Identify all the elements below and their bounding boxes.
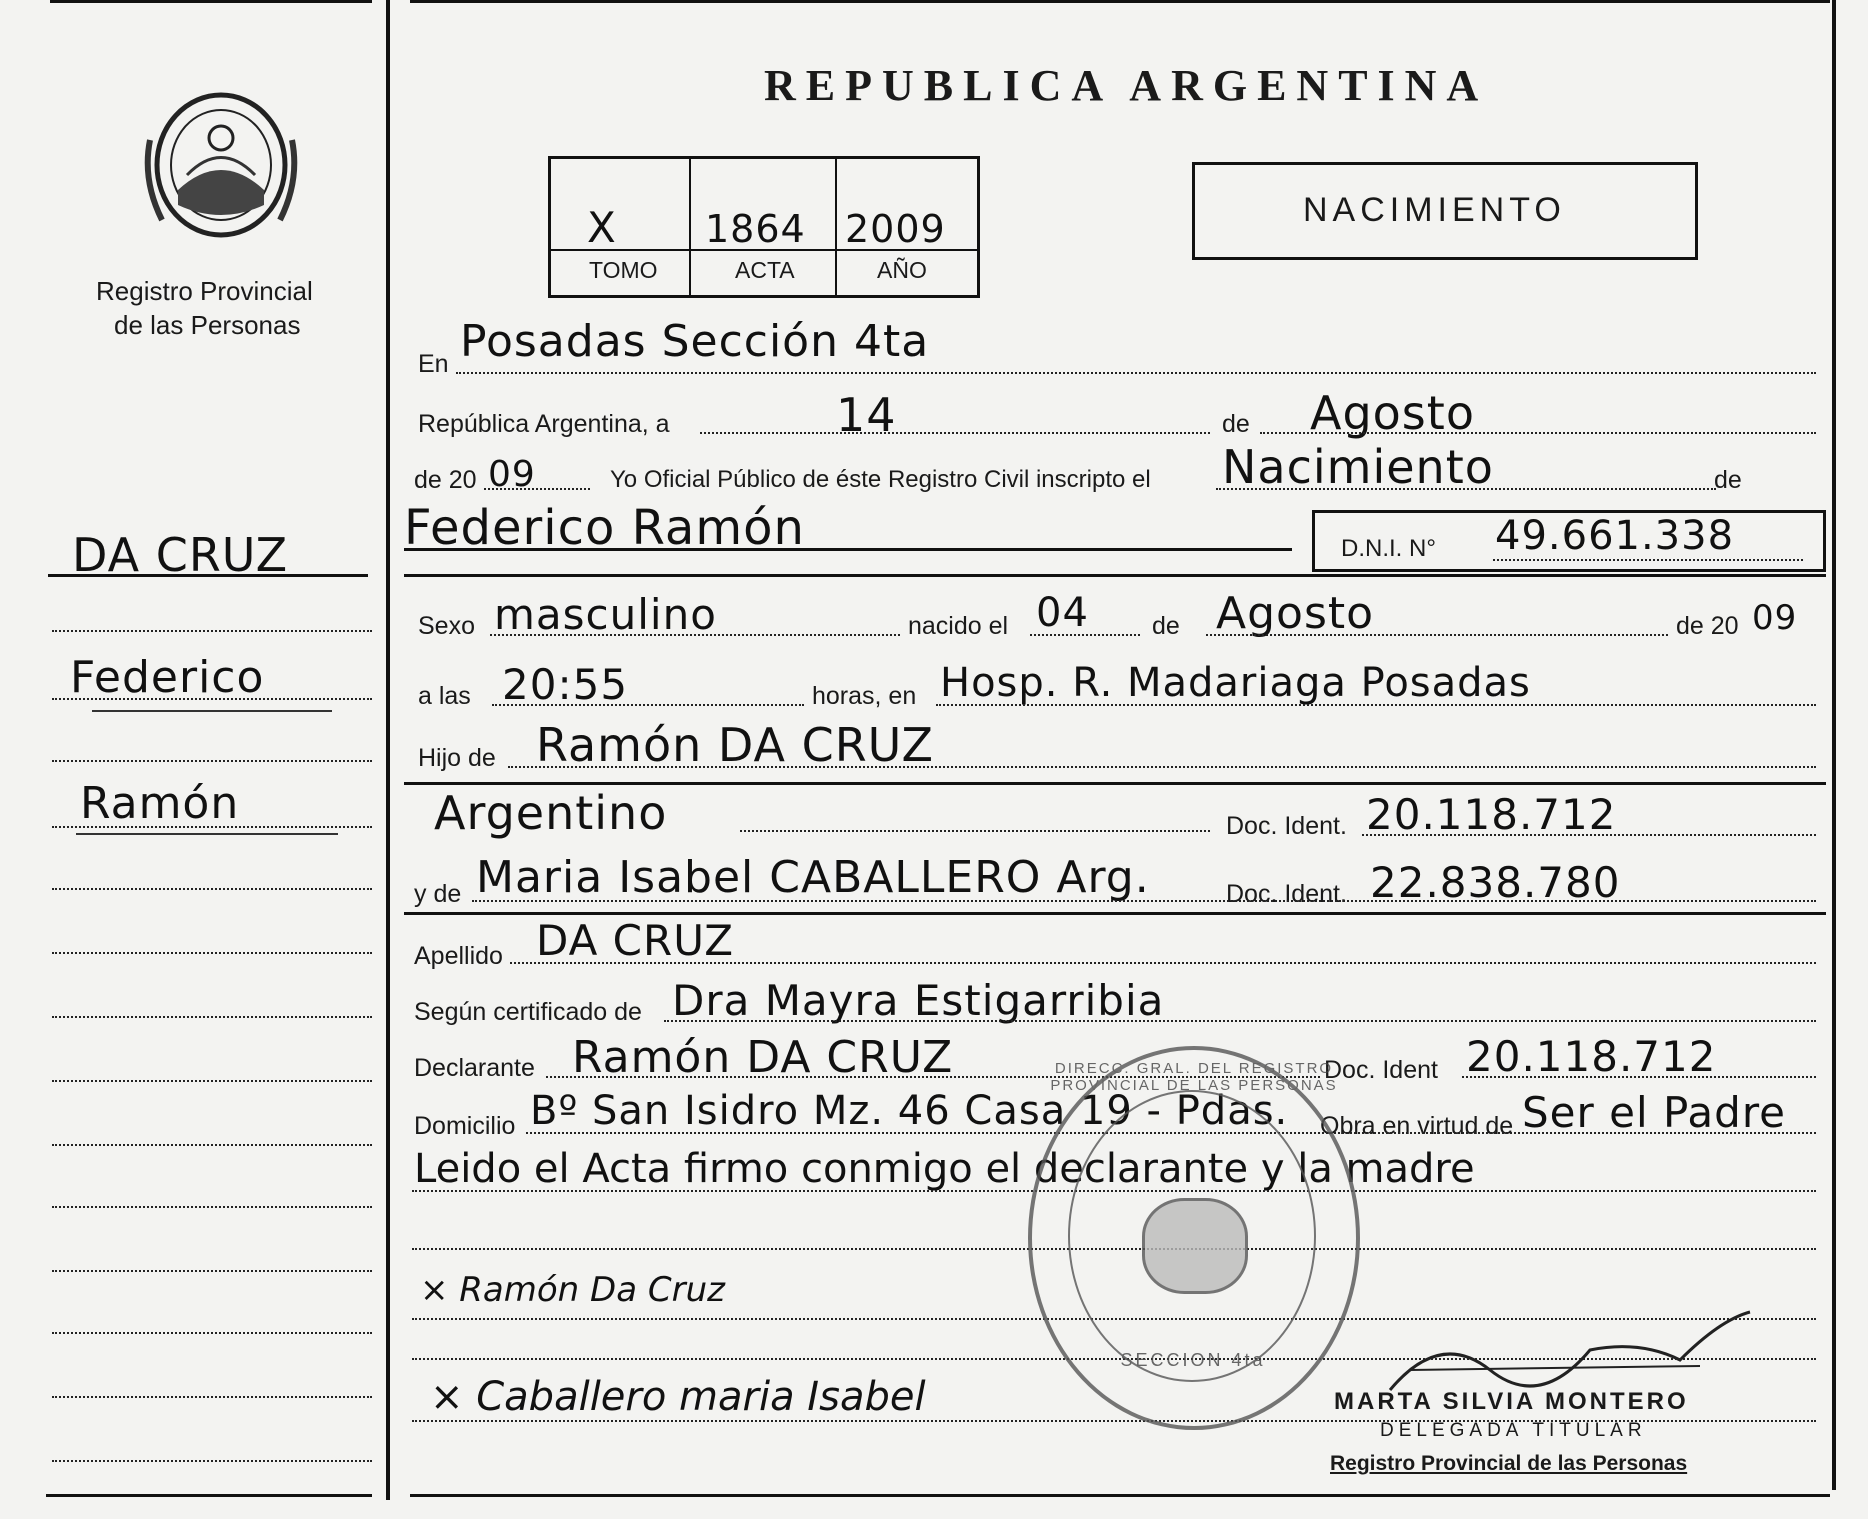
declarante-doc-dotted-line bbox=[1462, 1076, 1816, 1078]
official-signature-icon bbox=[1380, 1310, 1770, 1400]
declarante-doc-value: 20.118.712 bbox=[1466, 1032, 1717, 1081]
anio-value: 2009 bbox=[845, 207, 946, 251]
sexo-label: Sexo bbox=[418, 612, 475, 640]
month-dotted-line bbox=[1260, 432, 1816, 434]
sexo-dotted-line bbox=[490, 634, 900, 636]
alas-label: a las bbox=[418, 682, 471, 710]
registry-stamp bbox=[1028, 1046, 1360, 1430]
doc-ident-label-3: Doc. Ident bbox=[1324, 1056, 1438, 1084]
father-nationality: Argentino bbox=[434, 786, 668, 840]
registry-title-line1: Registro Provincial bbox=[96, 276, 313, 306]
time-value: 20:55 bbox=[502, 660, 629, 709]
en-dotted-line bbox=[456, 372, 1816, 374]
en-value: Posadas Sección 4ta bbox=[460, 316, 930, 367]
birth-day-dotted-line bbox=[1030, 634, 1140, 636]
right-border-line bbox=[1832, 0, 1836, 1490]
sidebar-rule-1 bbox=[48, 574, 368, 577]
segun-label: Según certificado de bbox=[414, 998, 642, 1026]
father-nat-dotted-line bbox=[740, 830, 1210, 832]
inscribed-value: Nacimiento bbox=[1222, 440, 1494, 494]
birth-year-value: 09 bbox=[1752, 598, 1798, 638]
de-label-3: de bbox=[1152, 612, 1180, 640]
mother-doc-value: 22.838.780 bbox=[1370, 858, 1621, 907]
sidebar-middle-name: Ramón bbox=[80, 778, 240, 829]
registry-title-line2: de las Personas bbox=[114, 310, 301, 340]
sidebar-dotted-line bbox=[52, 1332, 372, 1334]
birth-year-prefix: de 20 bbox=[1676, 612, 1739, 640]
stamp-text: DIRECC. GRAL. DEL REGISTRO PROVINCIAL DE LAS PERSONAS bbox=[1050, 1060, 1338, 1094]
father-dotted-line bbox=[508, 766, 1816, 768]
sidebar-dotted-line bbox=[52, 1396, 372, 1398]
place-value: Hosp. R. Madariaga Posadas bbox=[940, 660, 1531, 706]
day-value: 14 bbox=[836, 388, 897, 442]
dni-label: D.N.I. N° bbox=[1341, 535, 1436, 562]
nacido-label: nacido el bbox=[908, 612, 1009, 640]
leido-text: Leido el Acta firmo conmigo el declarante y la madre bbox=[414, 1146, 1475, 1192]
birth-month-value: Agosto bbox=[1216, 588, 1375, 639]
apellido-dotted-line bbox=[510, 962, 1816, 964]
domicilio-label: Domicilio bbox=[414, 1112, 516, 1140]
father-doc-dotted-line bbox=[1362, 834, 1816, 836]
sidebar-underline-2 bbox=[76, 833, 338, 835]
oficial-label: Yo Oficial Público de éste Registro Civil inscripto el bbox=[610, 466, 1151, 493]
apellido-value: DA CRUZ bbox=[536, 916, 734, 965]
declarante-value: Ramón DA CRUZ bbox=[572, 1032, 954, 1083]
sidebar-bottom-rule bbox=[46, 1494, 372, 1497]
republica-label: República Argentina, a bbox=[418, 410, 670, 438]
en-label: En bbox=[418, 350, 449, 378]
apellido-label: Apellido bbox=[414, 942, 503, 970]
inscribed-dotted-line bbox=[1216, 488, 1716, 490]
de-label: de bbox=[1222, 410, 1250, 438]
father-doc-value: 20.118.712 bbox=[1366, 790, 1617, 839]
sidebar-dotted-line bbox=[52, 826, 372, 828]
name-value: Federico Ramón bbox=[404, 500, 805, 556]
sidebar-dotted-line bbox=[52, 760, 372, 762]
hijo-label: Hijo de bbox=[418, 744, 496, 772]
box-col-divider bbox=[689, 159, 691, 295]
mother-dotted-line bbox=[472, 900, 1816, 902]
tomo-label: TOMO bbox=[589, 257, 658, 283]
sidebar-underline-1 bbox=[92, 710, 332, 712]
sidebar-dotted-line bbox=[52, 1270, 372, 1272]
father-value: Ramón DA CRUZ bbox=[536, 718, 935, 772]
day-dotted-line bbox=[700, 432, 1210, 434]
sidebar-dotted-line bbox=[52, 1144, 372, 1146]
dni-dotted-line bbox=[1493, 559, 1803, 561]
dni-value: 49.661.338 bbox=[1495, 513, 1735, 559]
sidebar-dotted-line bbox=[52, 952, 372, 954]
segun-dotted-line bbox=[664, 1020, 1816, 1022]
bottom-rule bbox=[410, 1494, 1830, 1497]
year-value: 09 bbox=[488, 454, 536, 495]
sidebar-dotted-line bbox=[52, 1460, 372, 1462]
dni-box bbox=[1312, 510, 1826, 572]
acta-label: ACTA bbox=[735, 257, 795, 283]
sidebar bbox=[0, 0, 390, 1519]
stamp-emblem-icon bbox=[1142, 1198, 1248, 1294]
signature-mother: × Caballero maria Isabel bbox=[430, 1374, 926, 1420]
sidebar-dotted-line bbox=[52, 698, 372, 700]
father-rule bbox=[404, 782, 1826, 785]
sidebar-dotted-line bbox=[52, 888, 372, 890]
sidebar-top-rule bbox=[50, 0, 372, 3]
main-top-rule bbox=[410, 0, 1830, 3]
horas-label: horas, en bbox=[812, 682, 917, 710]
mother-value: Maria Isabel CABALLERO Arg. bbox=[476, 852, 1150, 903]
yde-label: y de bbox=[414, 880, 462, 908]
left-border-line bbox=[386, 0, 390, 1500]
signature-father: × Ramón Da Cruz bbox=[420, 1270, 725, 1310]
tomo-value: X bbox=[587, 203, 617, 252]
year-prefix-label: de 20 bbox=[414, 466, 477, 494]
doc-ident-label-2: Doc. Ident. bbox=[1226, 880, 1347, 908]
official-org: Registro Provincial de las Personas bbox=[1330, 1452, 1688, 1475]
document-type-label: NACIMIENTO bbox=[1303, 191, 1566, 229]
acta-value: 1864 bbox=[705, 207, 806, 251]
page-title: REPUBLICA ARGENTINA bbox=[764, 61, 1489, 110]
stamp-section: SECCION 4ta bbox=[1120, 1350, 1266, 1370]
sidebar-dotted-line bbox=[52, 630, 372, 632]
place-dotted-line bbox=[936, 704, 1816, 706]
sidebar-dotted-line bbox=[52, 1206, 372, 1208]
document-type-box bbox=[1192, 162, 1698, 260]
sidebar-surname: DA CRUZ bbox=[72, 528, 289, 582]
de-label-2: de bbox=[1714, 466, 1742, 494]
sidebar-dotted-line bbox=[52, 1080, 372, 1082]
segun-value: Dra Mayra Estigarribia bbox=[672, 976, 1165, 1025]
name-line bbox=[404, 548, 1292, 551]
birth-month-dotted-line bbox=[1206, 634, 1668, 636]
section-rule bbox=[404, 574, 1826, 577]
mother-rule bbox=[404, 912, 1826, 915]
sidebar-first-name: Federico bbox=[70, 652, 265, 703]
misiones-seal-icon bbox=[142, 80, 300, 250]
time-dotted-line bbox=[492, 704, 804, 706]
obra-value: Ser el Padre bbox=[1522, 1088, 1786, 1137]
year-dotted-line bbox=[484, 488, 590, 490]
domicilio-value: Bº San Isidro Mz. 46 Casa 19 - Pdas. bbox=[530, 1088, 1289, 1134]
sidebar-dotted-line bbox=[52, 1016, 372, 1018]
month-value: Agosto bbox=[1310, 386, 1475, 440]
sexo-value: masculino bbox=[494, 590, 717, 639]
official-name: MARTA SILVIA MONTERO bbox=[1334, 1388, 1689, 1415]
official-title: DELEGADA TITULAR bbox=[1380, 1420, 1647, 1441]
doc-ident-label: Doc. Ident. bbox=[1226, 812, 1347, 840]
birth-day-value: 04 bbox=[1036, 590, 1089, 636]
box-col-divider bbox=[835, 159, 837, 295]
obra-label: Obra en virtud de bbox=[1320, 1112, 1514, 1140]
anio-label: AÑO bbox=[877, 257, 927, 283]
declarante-label: Declarante bbox=[414, 1054, 535, 1082]
tomo-acta-anio-box bbox=[548, 156, 980, 298]
